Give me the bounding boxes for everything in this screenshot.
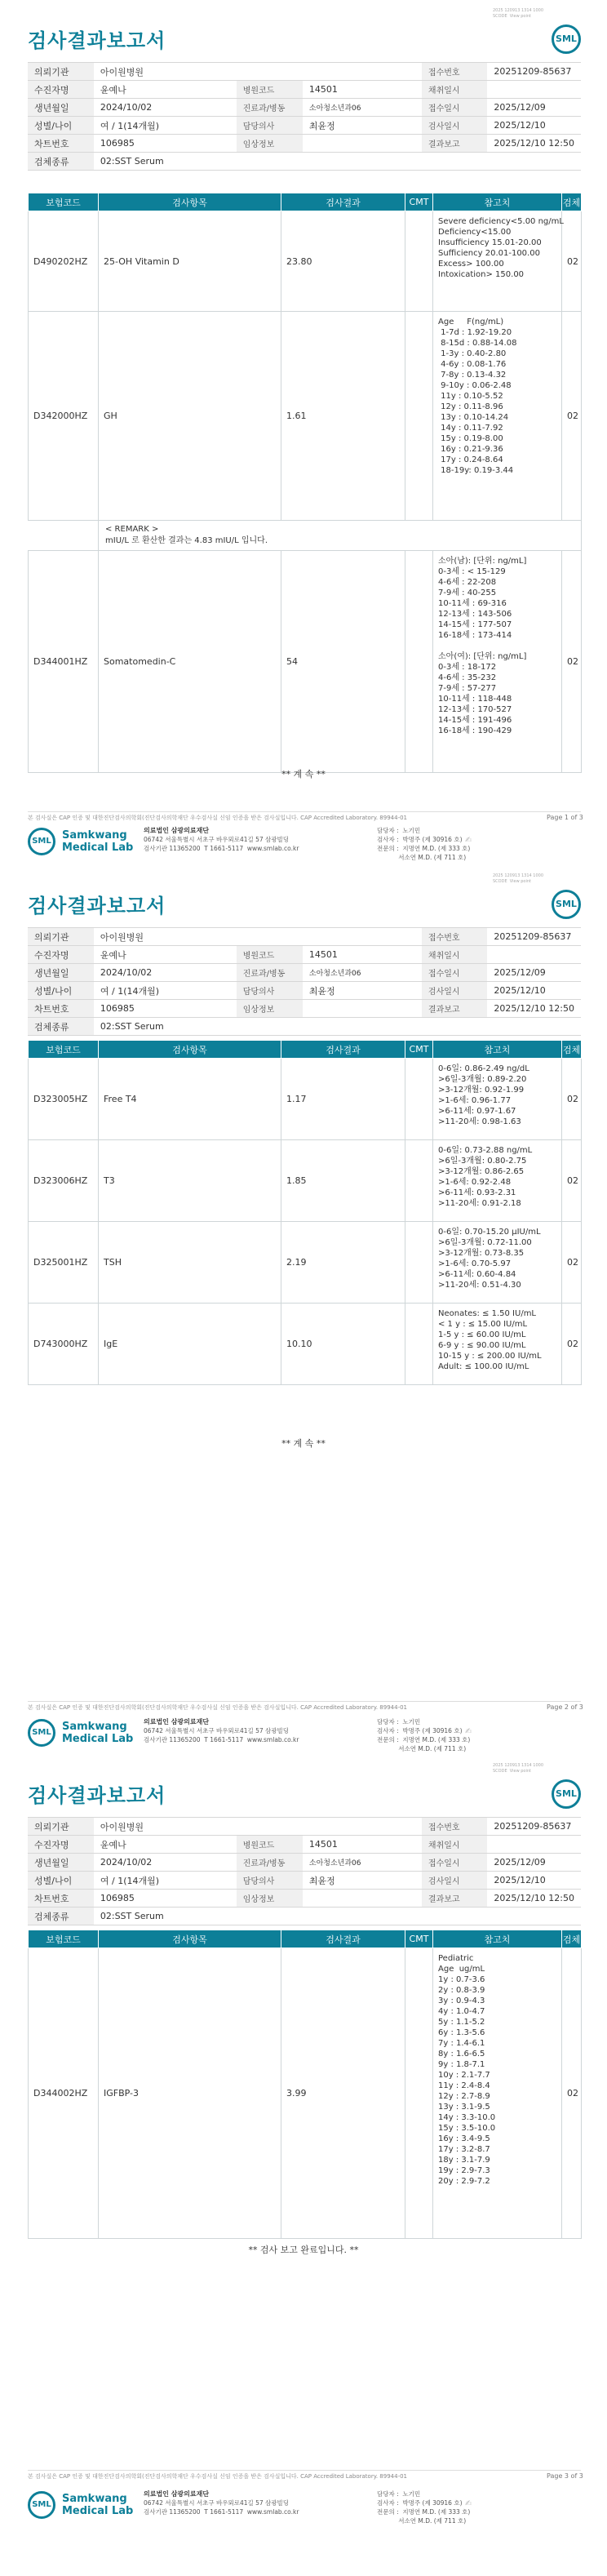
label-patient: 수진자명 — [28, 1836, 94, 1854]
col-item: 검사항목 — [99, 1930, 281, 1948]
row-ref: 소아(남): [단위: ng/mL] 0-3세 : < 15-129 4-6세 : 22-208 7-9세 : 40-255 10-11세 : 69-316 12-13세 : 143-506 14-15세 : 177-507 16-18세 : 173-414 소아(여): [단위: ng/mL] 0-3세 : 18-172 4-6세 : 35-232 7-9세 : 57-277 10-11세 : 118-448 12-13세 : 170-527 14-15세 : 191-496 16-18세 : 190-429 — [433, 551, 562, 773]
value-sex-age: 여 / 1(14개월) — [94, 1872, 237, 1890]
value-ward: 14501 — [303, 81, 422, 99]
row-item: T3 — [99, 1140, 281, 1222]
row-ref: 0-6일: 0.86-2.49 ng/dL >6일-3개월: 0.89-2.20 >3-12개월: 0.92-1.99 >1-6세: 0.96-1.77 >6-11세: 0.97-1.67 >11-20세: 0.98-1.63 — [433, 1059, 562, 1140]
col-ref: 참고치 — [433, 1041, 562, 1059]
report-page-1 — [0, 0, 607, 824]
row-cmt — [405, 1304, 433, 1385]
footer-divider — [28, 2470, 581, 2471]
row-code: D323005HZ — [29, 1059, 99, 1140]
table-row — [29, 1059, 582, 1140]
value-dob: 2024/10/02 — [94, 99, 237, 117]
sml-logo-icon: SML — [552, 890, 581, 919]
footer-staff: 담당자 : 노기민 검사자 : 박명주 (제 30916 호) 전문의 : 지명연 M.D. (제 333 호) 서소연 M.D. (제 711 호) — [377, 2490, 471, 2525]
label-tested: 검사일시 — [422, 1872, 487, 1890]
value-chart: 106985 — [94, 135, 237, 153]
value-tested: 2025/12/10 — [487, 1872, 581, 1890]
footer-cert: 본 검사실은 CAP 인증 및 대한진단검사의학회(진단검사의학재단 우수검사실 신임 인증을 받은 검사실입니다. CAP Accredited Laboratory. 89944-01 — [28, 1704, 408, 1711]
row-cmt — [405, 551, 433, 773]
sml-logo-icon: SML — [552, 24, 581, 54]
table-row — [29, 1304, 582, 1385]
label-received: 접수일시 — [422, 964, 487, 982]
footer-lab-info: 의료법인 삼광의료재단 06742 서울특별시 서초구 바우뫼로41길 57 삼광빌딩 검사기관 11365200 T 1661-5117 www.smlab.co.kr — [144, 1718, 299, 1743]
row-spec: 02 — [562, 1059, 582, 1140]
report-title: 검사결과보고서 — [28, 1784, 166, 1807]
value-reported: 2025/12/10 12:50 — [487, 1890, 581, 1908]
value-reported: 2025/12/10 12:50 — [487, 135, 581, 153]
col-cmt: CMT — [405, 1930, 433, 1948]
value-specimen: 02:SST Serum — [94, 1908, 581, 1925]
lab-name: Samkwang Medical Lab — [62, 829, 134, 854]
continue-text: ** 계 속 ** — [281, 1438, 326, 1449]
label-received: 접수일시 — [422, 1854, 487, 1872]
value-collected — [487, 81, 581, 99]
label-institution: 의뢰기관 — [28, 1818, 94, 1836]
label-collected: 채취일시 — [422, 946, 487, 964]
footer-logo — [28, 2489, 142, 2522]
row-cmt — [405, 211, 433, 312]
row-item: IgE — [99, 1304, 281, 1385]
value-tested: 2025/12/10 — [487, 982, 581, 1000]
value-patient: 윤예나 — [94, 81, 237, 99]
label-receipt-no: 접수번호 — [422, 63, 487, 81]
col-ref: 참고치 — [433, 1930, 562, 1948]
footer-staff: 담당자 : 노기민 검사자 : 박명주 (제 30916 호) 전문의 : 지명연 M.D. (제 333 호) 서소연 M.D. (제 711 호) — [377, 827, 471, 861]
report-title: 검사결과보고서 — [28, 895, 166, 917]
col-cmt: CMT — [405, 1041, 433, 1059]
row-result: 1.61 — [281, 312, 405, 521]
label-specimen: 검체종류 — [28, 1018, 94, 1036]
value-collected — [487, 1836, 581, 1854]
label-sex-age: 성별/나이 — [28, 1872, 94, 1890]
row-spec: 02 — [562, 1140, 582, 1222]
row-item: 25-OH Vitamin D — [99, 211, 281, 312]
signature-icon: ✍ — [465, 1727, 472, 1736]
label-receipt-no: 접수번호 — [422, 928, 487, 946]
report-page-2 — [0, 865, 607, 1711]
row-spec: 02 — [562, 211, 582, 312]
value-doctor: 최윤정 — [303, 117, 422, 135]
col-code: 보험코드 — [29, 193, 99, 211]
col-code: 보험코드 — [29, 1930, 99, 1948]
table-row — [29, 1140, 582, 1222]
lab-name: Samkwang Medical Lab — [62, 1721, 134, 1745]
value-chart: 106985 — [94, 1890, 237, 1908]
value-sex-age: 여 / 1(14개월) — [94, 982, 237, 1000]
row-result: 3.99 — [281, 1948, 405, 2239]
col-code: 보험코드 — [29, 1041, 99, 1059]
results-table — [28, 193, 582, 773]
label-tested: 검사일시 — [422, 982, 487, 1000]
table-row — [29, 312, 582, 521]
value-specimen: 02:SST Serum — [94, 153, 581, 171]
footer-logo — [28, 826, 142, 859]
value-clinical — [303, 135, 422, 153]
label-doctor: 담당의사 — [237, 1872, 303, 1890]
page-number: Page 3 of 3 — [547, 2472, 583, 2480]
label-sex-age: 성별/나이 — [28, 117, 94, 135]
barcode-info: 2025 120913 1314 1000 SCODE View point — [493, 8, 544, 19]
row-ref: 0-6일: 0.70-15.20 μIU/mL >6일-3개월: 0.72-11.00 >3-12개월: 0.73-8.35 >1-6세: 0.70-5.97 >6-11세: 0.60-4.84 >11-20세: 0.51-4.30 — [433, 1222, 562, 1304]
complete-text: ** 검사 보고 완료입니다. ** — [248, 2245, 359, 2255]
label-institution: 의뢰기관 — [28, 63, 94, 81]
label-receipt-no: 접수번호 — [422, 1818, 487, 1836]
sml-logo-icon: SML — [28, 1719, 55, 1747]
remark-text: < REMARK > mIU/L 로 환산한 결과는 4.83 mIU/L 입니다. — [99, 521, 582, 551]
row-cmt — [405, 1140, 433, 1222]
row-item: TSH — [99, 1222, 281, 1304]
value-clinical — [303, 1000, 422, 1018]
value-patient: 윤예나 — [94, 946, 237, 964]
label-reported: 결과보고 — [422, 135, 487, 153]
footer-staff: 담당자 : 노기민 검사자 : 박명주 (제 30916 호) 전문의 : 지명연 M.D. (제 333 호) 서소연 M.D. (제 711 호) — [377, 1718, 471, 1752]
label-doctor: 담당의사 — [237, 982, 303, 1000]
report-title: 검사결과보고서 — [28, 29, 166, 52]
footer-cert: 본 검사실은 CAP 인증 및 대한진단검사의학회(진단검사의학재단 우수검사실 신임 인증을 받은 검사실입니다. CAP Accredited Laboratory. 89944-01 — [28, 815, 408, 821]
value-sex-age: 여 / 1(14개월) — [94, 117, 237, 135]
row-code: D325001HZ — [29, 1222, 99, 1304]
value-patient: 윤예나 — [94, 1836, 237, 1854]
footer-lab-info: 의료법인 삼광의료재단 06742 서울특별시 서초구 바우뫼로41길 57 삼광빌딩 검사기관 11365200 T 1661-5117 www.smlab.co.kr — [144, 2490, 299, 2516]
label-ward: 병원코드 — [237, 1836, 303, 1854]
value-receipt-no: 20251209-85637 — [487, 1818, 581, 1836]
label-reported: 결과보고 — [422, 1000, 487, 1018]
label-received: 접수일시 — [422, 99, 487, 117]
value-dob: 2024/10/02 — [94, 1854, 237, 1872]
row-code: D490202HZ — [29, 211, 99, 312]
col-result: 검사결과 — [281, 193, 405, 211]
col-result: 검사결과 — [281, 1041, 405, 1059]
value-collected — [487, 946, 581, 964]
label-dob: 생년월일 — [28, 99, 94, 117]
label-chart: 차트번호 — [28, 135, 94, 153]
row-code: D344001HZ — [29, 551, 99, 773]
row-ref: Age F(ng/mL) 1-7d : 1.92-19.20 8-15d : 0.88-14.08 1-3y : 0.40-2.80 4-6y : 0.08-1.76 7-8y : 0.13-4.32 9-10y : 0.06-2.48 11y : 0.10-5.52 12y : 0.11-8.96 13y : 0.10-14.24 14y : 0.11-7.92 15y : 0.19-8.00 16y : 0.21-9.36 17y : 0.24-8.64 18-19y: 0.19-3.44 — [433, 312, 562, 521]
label-clinical: 임상정보 — [237, 135, 303, 153]
label-specimen: 검체종류 — [28, 1908, 94, 1925]
label-reported: 결과보고 — [422, 1890, 487, 1908]
label-dept: 진료과/병동 — [237, 964, 303, 982]
label-ward: 병원코드 — [237, 946, 303, 964]
col-result: 검사결과 — [281, 1930, 405, 1948]
row-ref: 0-6일: 0.73-2.88 ng/mL >6일-3개월: 0.80-2.75 >3-12개월: 0.86-2.65 >1-6세: 0.92-2.48 >6-11세: 0.93-2.31 >11-20세: 0.91-2.18 — [433, 1140, 562, 1222]
label-clinical: 임상정보 — [237, 1890, 303, 1908]
label-clinical: 임상정보 — [237, 1000, 303, 1018]
row-item: Free T4 — [99, 1059, 281, 1140]
value-institution: 아이원병원 — [94, 63, 422, 81]
value-received: 2025/12/09 — [487, 1854, 581, 1872]
row-ref: Pediatric Age ug/mL 1y : 0.7-3.6 2y : 0.8-3.9 3y : 0.9-4.3 4y : 1.0-4.7 5y : 1.1-5.2 6y : 1.3-5.6 7y : 1.4-6.1 8y : 1.6-6.5 9y : 1.8-7.1 10y : 2.1-7.7 11y : 2.4-8.4 12y : 2.7-8.9 13y : 3.1-9.5 14y : 3.3-10.0 15y : 3.5-10.0 16y : 3.4-9.5 17y : 3.2-8.7 18y : 3.1-7.9 19y : 2.9-7.3 20y : 2.9-7.2 — [433, 1948, 562, 2239]
sml-logo-icon: SML — [28, 828, 55, 855]
barcode-info: 2025 120913 1314 1000 SCODE View point — [493, 1763, 544, 1774]
row-spec: 02 — [562, 1222, 582, 1304]
col-spec: 검체 — [562, 1041, 582, 1059]
label-institution: 의뢰기관 — [28, 928, 94, 946]
value-institution: 아이원병원 — [94, 928, 422, 946]
patient-info-table — [28, 1817, 581, 1925]
label-chart: 차트번호 — [28, 1890, 94, 1908]
value-received: 2025/12/09 — [487, 99, 581, 117]
footer-cert: 본 검사실은 CAP 인증 및 대한진단검사의학회(진단검사의학재단 우수검사실 신임 인증을 받은 검사실입니다. CAP Accredited Laboratory. 89944-01 — [28, 2473, 408, 2480]
label-collected: 채취일시 — [422, 81, 487, 99]
label-collected: 채취일시 — [422, 1836, 487, 1854]
value-specimen: 02:SST Serum — [94, 1018, 581, 1036]
value-tested: 2025/12/10 — [487, 117, 581, 135]
row-code: D323006HZ — [29, 1140, 99, 1222]
value-dept: 소아청소년과06 — [303, 1854, 422, 1872]
results-table — [28, 1040, 582, 1385]
label-tested: 검사일시 — [422, 117, 487, 135]
col-ref: 참고치 — [433, 193, 562, 211]
value-ward: 14501 — [303, 1836, 422, 1854]
row-result: 2.19 — [281, 1222, 405, 1304]
label-patient: 수진자명 — [28, 946, 94, 964]
sml-logo-icon: SML — [28, 2491, 55, 2519]
footer-divider — [28, 811, 581, 812]
row-cmt — [405, 1059, 433, 1140]
table-row — [29, 551, 582, 773]
value-dob: 2024/10/02 — [94, 964, 237, 982]
row-result: 23.80 — [281, 211, 405, 312]
footer-lab-info: 의료법인 삼광의료재단 06742 서울특별시 서초구 바우뫼로41길 57 삼광빌딩 검사기관 11365200 T 1661-5117 www.smlab.co.kr — [144, 827, 299, 852]
row-ref: Severe deficiency<5.00 ng/mL Deficiency<15.00 Insufficiency 15.01-20.00 Sufficiency 20.01-100.00 Excess> 100.00 Intoxication> 150.00 — [433, 211, 562, 312]
report-page-3 — [0, 1755, 607, 2576]
results-table — [28, 1930, 582, 2239]
row-item: IGFBP-3 — [99, 1948, 281, 2239]
col-cmt: CMT — [405, 193, 433, 211]
signature-icon: ✍ — [465, 2499, 472, 2508]
lab-name: Samkwang Medical Lab — [62, 2493, 134, 2517]
col-spec: 검체 — [562, 193, 582, 211]
row-ref: Neonates: ≤ 1.50 IU/mL < 1 y : ≤ 15.00 IU/mL 1-5 y : ≤ 60.00 IU/mL 6-9 y : ≤ 90.00 IU/mL 10-15 y : ≤ 200.00 IU/mL Adult: ≤ 100.00 IU/mL — [433, 1304, 562, 1385]
value-receipt-no: 20251209-85637 — [487, 63, 581, 81]
row-code: D342000HZ — [29, 312, 99, 521]
col-item: 검사항목 — [99, 193, 281, 211]
page-number: Page 2 of 3 — [547, 1703, 583, 1711]
row-spec: 02 — [562, 1948, 582, 2239]
label-sex-age: 성별/나이 — [28, 982, 94, 1000]
remark-row — [29, 521, 582, 551]
row-result: 10.10 — [281, 1304, 405, 1385]
col-item: 검사항목 — [99, 1041, 281, 1059]
value-reported: 2025/12/10 12:50 — [487, 1000, 581, 1018]
row-result: 54 — [281, 551, 405, 773]
value-clinical — [303, 1890, 422, 1908]
row-spec: 02 — [562, 312, 582, 521]
value-doctor: 최윤정 — [303, 982, 422, 1000]
label-dept: 진료과/병동 — [237, 1854, 303, 1872]
label-chart: 차트번호 — [28, 1000, 94, 1018]
label-dept: 진료과/병동 — [237, 99, 303, 117]
row-cmt — [405, 312, 433, 521]
value-receipt-no: 20251209-85637 — [487, 928, 581, 946]
row-result: 1.85 — [281, 1140, 405, 1222]
row-spec: 02 — [562, 1304, 582, 1385]
col-spec: 검체 — [562, 1930, 582, 1948]
value-ward: 14501 — [303, 946, 422, 964]
signature-icon: ✍ — [465, 836, 472, 845]
row-item: GH — [99, 312, 281, 521]
label-doctor: 담당의사 — [237, 117, 303, 135]
label-ward: 병원코드 — [237, 81, 303, 99]
row-cmt — [405, 1222, 433, 1304]
label-patient: 수진자명 — [28, 81, 94, 99]
label-specimen: 검체종류 — [28, 153, 94, 171]
row-item: Somatomedin-C — [99, 551, 281, 773]
row-cmt — [405, 1948, 433, 2239]
footer-divider — [28, 1701, 581, 1702]
table-row — [29, 1948, 582, 2239]
value-dept: 소아청소년과06 — [303, 99, 422, 117]
footer-logo — [28, 1717, 142, 1750]
value-chart: 106985 — [94, 1000, 237, 1018]
continue-text: ** 계 속 ** — [281, 769, 326, 779]
patient-info-table — [28, 927, 581, 1036]
table-row — [29, 1222, 582, 1304]
value-institution: 아이원병원 — [94, 1818, 422, 1836]
row-code: D743000HZ — [29, 1304, 99, 1385]
value-doctor: 최윤정 — [303, 1872, 422, 1890]
sml-logo-icon: SML — [552, 1779, 581, 1809]
barcode-info: 2025 120913 1314 1000 SCODE View point — [493, 873, 544, 884]
label-dob: 생년월일 — [28, 964, 94, 982]
row-code: D344002HZ — [29, 1948, 99, 2239]
table-row — [29, 211, 582, 312]
row-result: 1.17 — [281, 1059, 405, 1140]
value-received: 2025/12/09 — [487, 964, 581, 982]
label-dob: 생년월일 — [28, 1854, 94, 1872]
row-spec: 02 — [562, 551, 582, 773]
value-dept: 소아청소년과06 — [303, 964, 422, 982]
patient-info-table — [28, 62, 581, 171]
page-number: Page 1 of 3 — [547, 814, 583, 821]
